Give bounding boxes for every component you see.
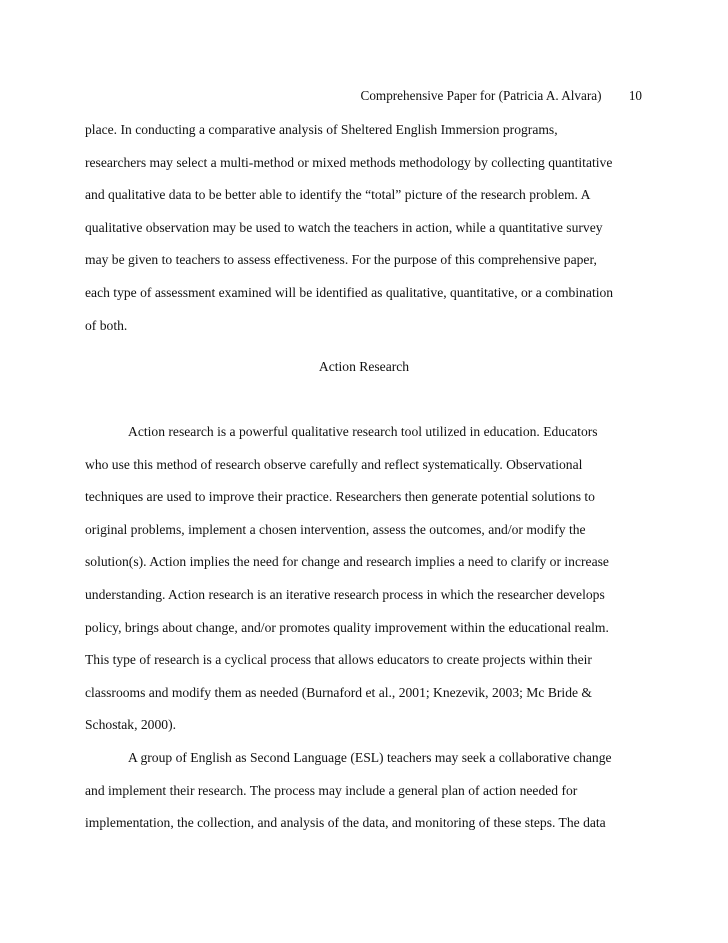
text-line: understanding. Action research is an iterative research process in which the researcher develops <box>85 586 605 602</box>
text-line: techniques are used to improve their practice. Researchers then generate potential solutions to <box>85 489 595 505</box>
text-line: qualitative observation may be used to watch the teachers in action, while a quantitative survey <box>85 219 603 235</box>
text-line: place. In conducting a comparative analysis of Sheltered English Immersion programs, <box>85 122 558 137</box>
text-line: of both. <box>85 317 128 333</box>
text-line: Schostak, 2000). <box>85 717 176 733</box>
text-line: may be given to teachers to assess effectiveness. For the purpose of this comprehensive paper, <box>85 252 597 268</box>
text-line: solution(s). Action implies the need for change and research implies a need to clarify or increase <box>85 554 609 570</box>
body-paragraphs <box>85 416 655 840</box>
text-line: classrooms and modify them as needed (Burnaford et al., 2001; Knezevik, 2003; Mc Bride & <box>85 684 592 700</box>
text-line: each type of assessment examined will be identified as qualitative, quantitative, or a combination <box>85 284 614 300</box>
text-line: A group of English as Second Language (ESL) teachers may seek a collaborative change <box>128 749 612 765</box>
section-heading: Action Research <box>318 359 410 374</box>
text-line: implementation, the collection, and analysis of the data, and monitoring of these steps. The data <box>85 815 606 831</box>
text-line: researchers may select a multi-method or mixed methods methodology by collecting quantitative <box>85 154 613 170</box>
page-number: 10 <box>628 88 642 103</box>
text-line: and qualitative data to be better able to identify the “total” picture of the research problem. A <box>85 187 591 203</box>
running-head: Comprehensive Paper for (Patricia A. Alvara) <box>360 88 602 103</box>
text-line: who use this method of research observe carefully and reflect systematically. Observational <box>85 456 583 472</box>
text-line: Action research is a powerful qualitative research tool utilized in education. Educators <box>128 424 598 439</box>
page-header <box>361 88 642 104</box>
text-line: and implement their research. The process may include a general plan of action needed for <box>85 782 578 798</box>
text-line: original problems, implement a chosen intervention, assess the outcomes, and/or modify the <box>85 521 586 537</box>
paragraph-intro-continuation <box>85 114 655 342</box>
text-line: This type of research is a cyclical process that allows educators to create projects within their <box>85 652 592 668</box>
text-line: policy, brings about change, and/or promotes quality improvement within the educational realm. <box>85 619 609 635</box>
